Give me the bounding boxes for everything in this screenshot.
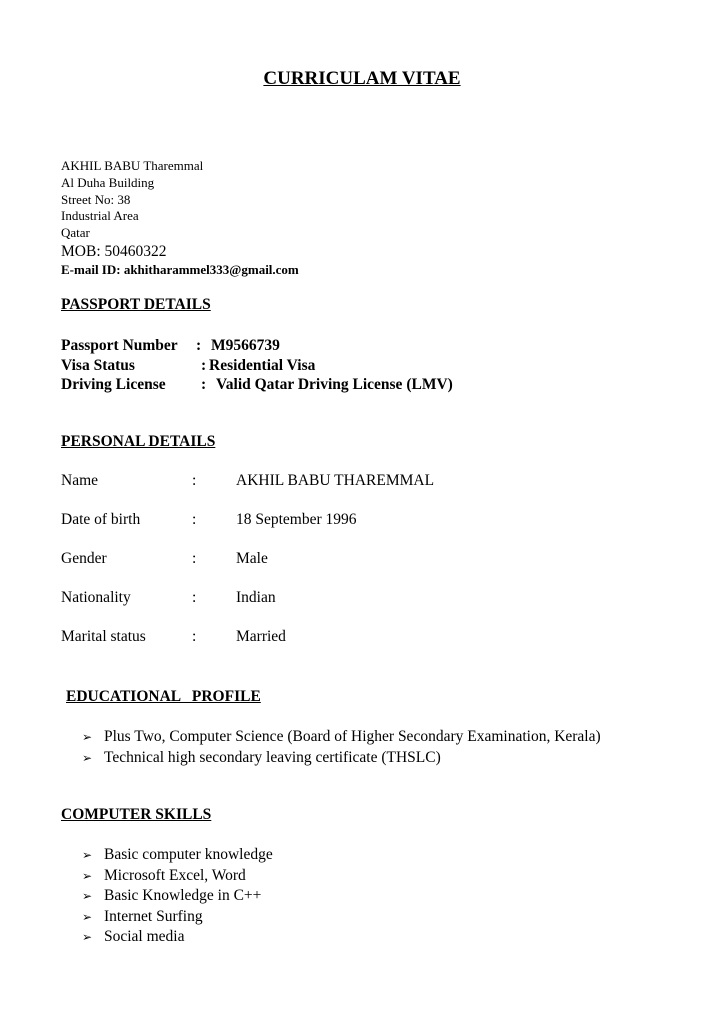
education-heading: EDUCATIONAL PROFILE bbox=[66, 688, 261, 705]
contact-name: AKHIL BABU Tharemmal bbox=[61, 158, 204, 173]
name-label: Name bbox=[61, 472, 99, 489]
passport-number-label: Passport Number bbox=[61, 337, 178, 354]
dob-sep: : bbox=[192, 511, 197, 528]
education-list bbox=[82, 727, 601, 768]
arrow-bullet-icon: ➢ bbox=[82, 848, 93, 862]
passport-number-sep: : bbox=[196, 337, 202, 354]
gender-value: Male bbox=[236, 550, 268, 567]
contact-country: Qatar bbox=[61, 225, 90, 241]
arrow-bullet-icon: ➢ bbox=[82, 730, 93, 744]
list-item: ➢ Plus Two, Computer Science (Board of Higher Secondary Examination, Kerala) bbox=[82, 727, 601, 748]
list-item: ➢ Technical high secondary leaving certificate (THSLC) bbox=[82, 748, 601, 769]
arrow-bullet-icon: ➢ bbox=[82, 750, 93, 765]
nationality-label: Nationality bbox=[61, 589, 131, 606]
contact-block bbox=[61, 158, 299, 279]
nationality-value: Indian bbox=[236, 589, 276, 606]
list-item: ➢ Basic computer knowledge bbox=[82, 845, 273, 866]
passport-heading: PASSPORT DETAILS bbox=[61, 296, 211, 313]
contact-mobile: MOB: 50460322 bbox=[61, 242, 167, 260]
name-sep: : bbox=[192, 472, 197, 489]
gender-sep: : bbox=[192, 550, 197, 567]
skills-heading: COMPUTER SKILLS bbox=[61, 806, 212, 823]
gender-label: Gender bbox=[61, 550, 107, 567]
marital-status-value: Married bbox=[236, 628, 286, 645]
passport-number-value: M9566739 bbox=[211, 337, 280, 354]
visa-status-label: Visa Status bbox=[61, 356, 135, 374]
arrow-bullet-icon: ➢ bbox=[82, 909, 93, 924]
visa-status-sep: : bbox=[201, 356, 207, 374]
document-title: CURRICULAM VITAE bbox=[263, 68, 461, 89]
dob-label: Date of birth bbox=[61, 511, 141, 528]
list-item: ➢ Social media bbox=[82, 927, 273, 948]
dob-value: 18 September 1996 bbox=[236, 511, 357, 528]
arrow-bullet-icon: ➢ bbox=[82, 868, 93, 883]
arrow-bullet-icon: ➢ bbox=[82, 889, 93, 903]
visa-status-value: Residential Visa bbox=[209, 356, 316, 374]
list-item: ➢ Microsoft Excel, Word bbox=[82, 866, 273, 887]
name-value: AKHIL BABU THAREMMAL bbox=[236, 472, 435, 489]
list-item: ➢ Basic Knowledge in C++ bbox=[82, 886, 273, 907]
contact-area: Industrial Area bbox=[61, 208, 139, 224]
driving-license-label: Driving License bbox=[61, 376, 166, 393]
driving-license-sep: : bbox=[201, 376, 207, 393]
personal-heading: PERSONAL DETAILS bbox=[61, 433, 216, 450]
contact-building: Al Duha Building bbox=[61, 174, 155, 190]
driving-license-value: Valid Qatar Driving License (LMV) bbox=[216, 376, 453, 393]
contact-street: Street No: 38 bbox=[61, 191, 131, 207]
marital-status-sep: : bbox=[192, 628, 197, 645]
arrow-bullet-icon: ➢ bbox=[82, 930, 93, 944]
skills-list bbox=[82, 845, 273, 948]
contact-email: E-mail ID: akhitharammel333@gmail.com bbox=[61, 261, 299, 277]
nationality-sep: : bbox=[192, 589, 197, 606]
marital-status-label: Marital status bbox=[61, 628, 146, 645]
list-item: ➢ Internet Surfing bbox=[82, 907, 273, 928]
